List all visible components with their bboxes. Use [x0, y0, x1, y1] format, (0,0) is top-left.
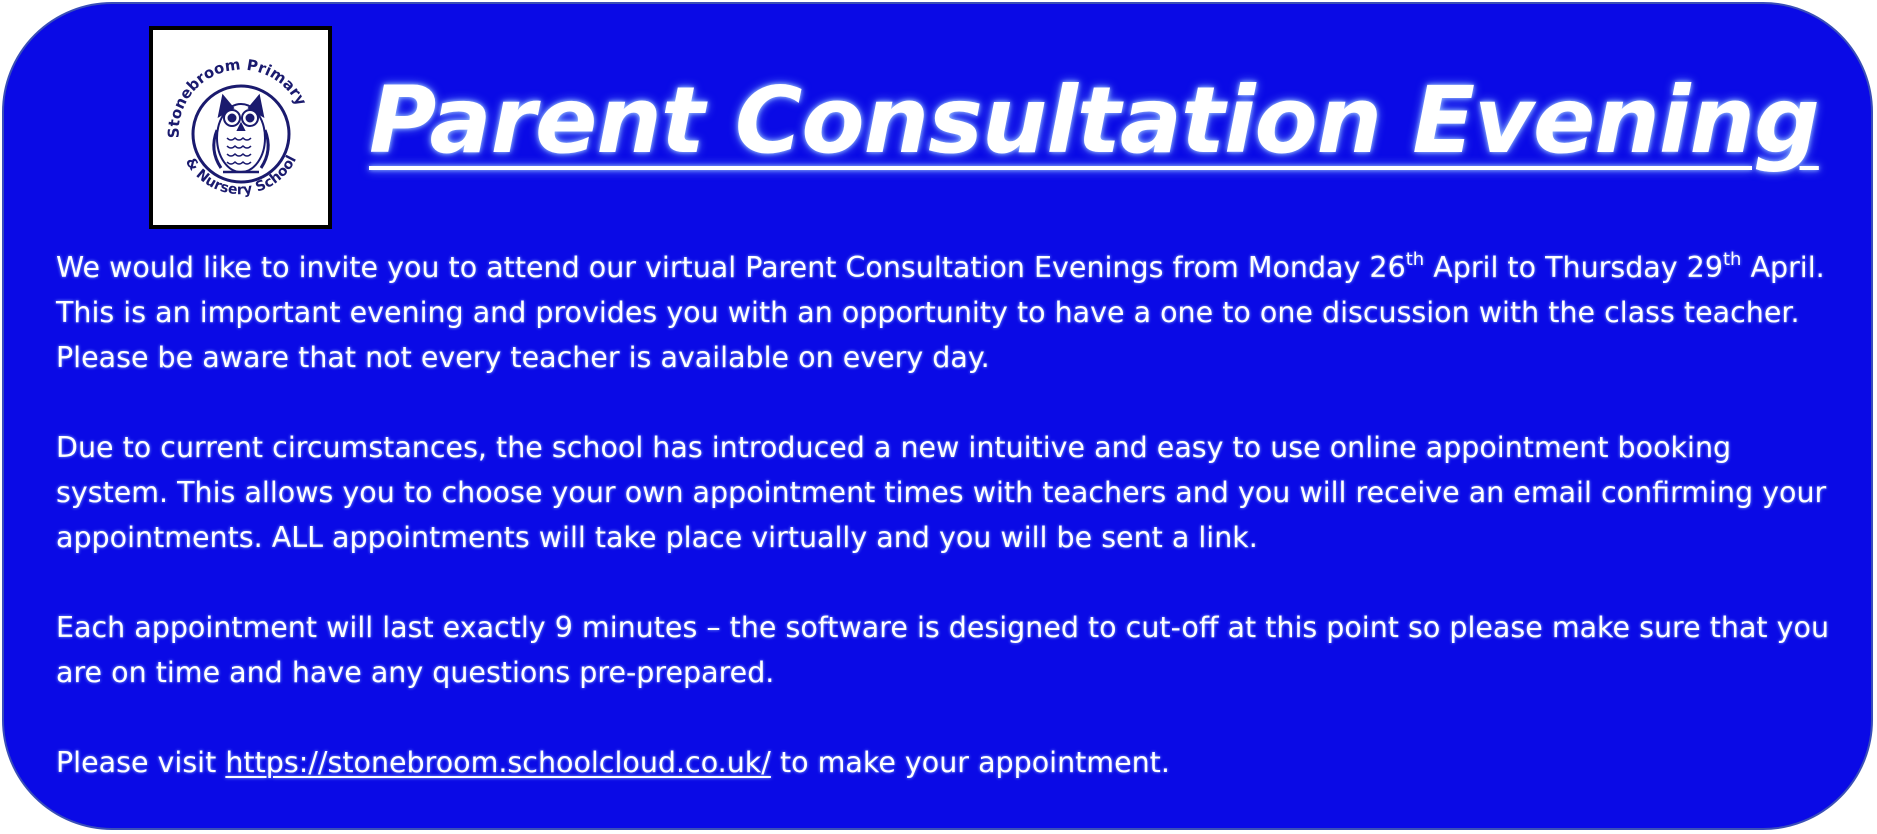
paragraph-visit — [56, 740, 1836, 785]
notice-body — [56, 245, 1836, 830]
owl-icon — [214, 96, 268, 172]
paragraph-dates-text-3: April. This is an important evening and provides you with an opportunity to have a one to one discussion with the class teacher. Please be aware that not every teacher is available on every day. — [56, 251, 1825, 374]
paragraph-dates — [56, 245, 1836, 380]
school-logo-graphic — [153, 30, 328, 225]
page-title: Parent Consultation Evening — [369, 67, 1819, 174]
booking-link[interactable]: https://stonebroom.schoolcloud.co.uk/ — [225, 746, 771, 779]
visit-text-after: to make your appointment. — [770, 746, 1170, 779]
paragraph-dates-text-1: We would like to invite you to attend our virtual Parent Consultation Evenings from Monday 26 — [56, 251, 1406, 284]
paragraph-duration: Each appointment will last exactly 9 minutes – the software is designed to cut-off at this point so please make sure that you are on time and have any questions pre-prepared. — [56, 611, 1830, 689]
paragraph-booking-system: Due to current circumstances, the school has introduced a new intuitive and easy to use online appointment booking system. This allows you to choose your own appointment times with teachers and you will receive an email confirming your appointments. ALL appointments will take place virtually and you will be sent a link. — [56, 431, 1827, 554]
ordinal-suffix: th — [1405, 248, 1425, 270]
logo-text-bottom: & Nursery School — [181, 153, 300, 199]
ordinal-suffix: th — [1722, 248, 1742, 270]
school-logo — [149, 26, 332, 229]
logo-text-top: Stonebroom Primary — [164, 55, 311, 139]
visit-text-before: Please visit — [56, 746, 226, 779]
paragraph-dates-text-2: April to Thursday 29 — [1424, 251, 1723, 284]
